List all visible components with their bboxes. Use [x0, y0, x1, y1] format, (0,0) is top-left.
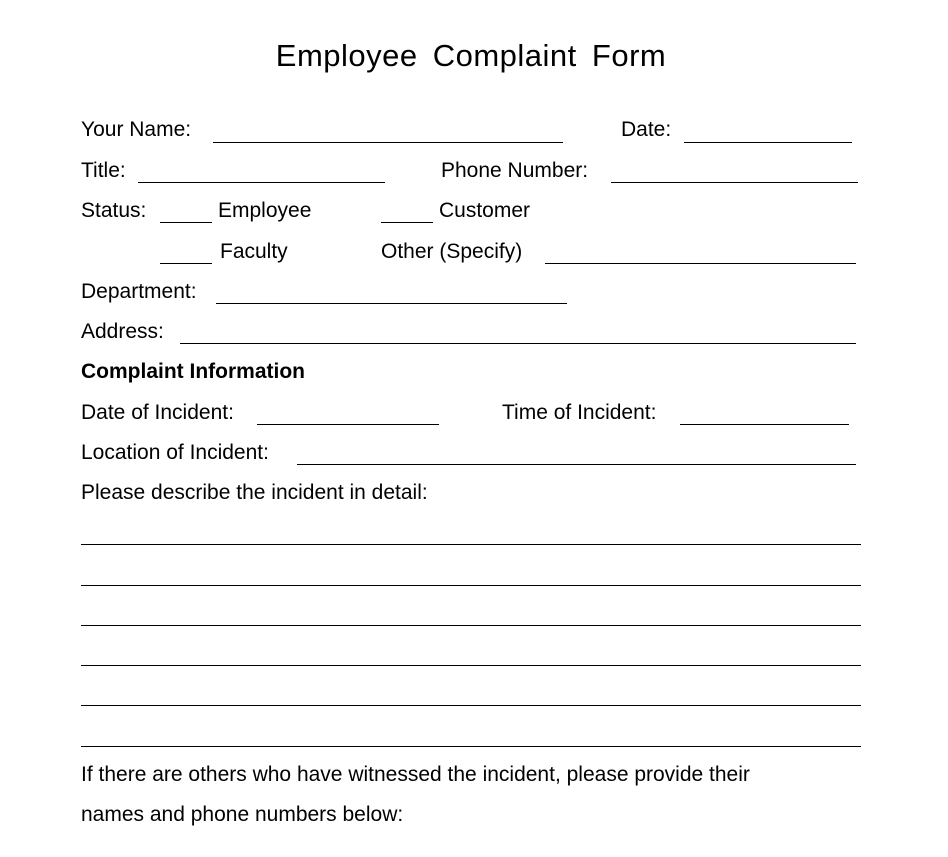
employee-checkbox-blank[interactable]: [160, 222, 212, 223]
status-label: Status:: [81, 199, 147, 222]
description-line[interactable]: [81, 665, 861, 666]
title-label: Title:: [81, 159, 126, 182]
date-blank[interactable]: [684, 142, 852, 143]
other-option-label: Other (Specify): [381, 240, 523, 263]
time-of-incident-blank[interactable]: [680, 424, 849, 425]
other-specify-blank[interactable]: [545, 263, 856, 264]
date-label: Date:: [621, 118, 672, 141]
phone-number-blank[interactable]: [611, 182, 858, 183]
date-of-incident-label: Date of Incident:: [81, 401, 234, 424]
faculty-checkbox-blank[interactable]: [160, 263, 212, 264]
your-name-label: Your Name:: [81, 118, 192, 141]
description-line[interactable]: [81, 746, 861, 747]
location-of-incident-blank[interactable]: [297, 464, 856, 465]
complaint-information-heading: Complaint Information: [81, 360, 305, 383]
your-name-blank[interactable]: [213, 142, 563, 143]
phone-number-label: Phone Number:: [441, 159, 589, 182]
faculty-option-label: Faculty: [220, 240, 288, 263]
describe-incident-prompt: Please describe the incident in detail:: [81, 481, 428, 504]
witness-prompt-line-1: If there are others who have witnessed the incident, please provide their: [81, 763, 750, 786]
form-title: Employee Complaint Form: [275, 38, 667, 73]
address-label: Address:: [81, 320, 164, 343]
employee-option-label: Employee: [218, 199, 312, 222]
location-of-incident-label: Location of Incident:: [81, 441, 269, 464]
customer-option-label: Customer: [439, 199, 531, 222]
description-line[interactable]: [81, 625, 861, 626]
department-blank[interactable]: [216, 303, 567, 304]
description-line[interactable]: [81, 585, 861, 586]
time-of-incident-label: Time of Incident:: [502, 401, 657, 424]
description-line[interactable]: [81, 705, 861, 706]
witness-prompt-line-2: names and phone numbers below:: [81, 803, 404, 826]
description-line[interactable]: [81, 544, 861, 545]
title-blank[interactable]: [138, 182, 385, 183]
department-label: Department:: [81, 280, 197, 303]
date-of-incident-blank[interactable]: [257, 424, 439, 425]
customer-checkbox-blank[interactable]: [381, 222, 433, 223]
address-blank[interactable]: [180, 343, 856, 344]
